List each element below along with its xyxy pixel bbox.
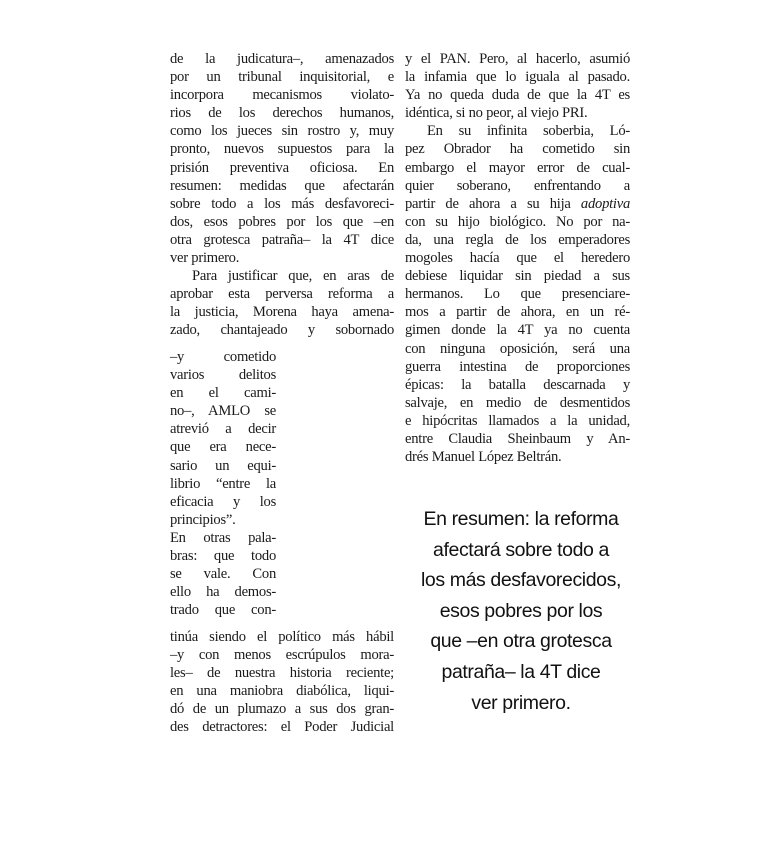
text-line: rios de los derechos humanos, [170, 105, 394, 122]
text-line: eficacia y los [170, 493, 276, 510]
text-line: Ya no queda duda de que la 4T es [405, 87, 630, 104]
pull-quote-line: afectará sobre todo a [433, 538, 609, 561]
text-line: guerra intestina de proporciones [405, 358, 630, 375]
article-column-left-bottom [170, 628, 394, 737]
text-line: se vale. Con [170, 566, 276, 583]
article-column-left-narrow [170, 348, 276, 619]
text-line: con ninguna oposición, será una [405, 340, 630, 357]
paragraph-continuation-right [405, 50, 630, 122]
text-line: sario un equi- [170, 457, 276, 474]
pull-quote-line: los más desfavorecidos, [421, 569, 621, 592]
text-line: zado, chantajeado y sobornado [170, 322, 394, 339]
text-line: aprobar esta perversa reforma a [170, 286, 394, 303]
text-line: des detractores: el Poder Judicial [170, 719, 394, 736]
text-line: pez Obrador ha cometido sin [405, 141, 630, 158]
text-line: dos, esos pobres por los que –en [170, 213, 394, 230]
text-line: que era nece- [170, 439, 276, 456]
text-line: entre Claudia Sheinbaum y An- [405, 430, 630, 447]
text-line: prisión preventiva oficiosa. En [170, 159, 394, 176]
pull-quote-line: esos pobres por los [439, 599, 603, 622]
text-line: no–, AMLO se [170, 403, 276, 420]
text-line: pronto, nuevos supuestos para la [170, 141, 394, 158]
text-line: librio “entre la [170, 475, 276, 492]
text-line: en el cami- [170, 385, 276, 402]
text-line: e hipócritas llamados a la unidad, [405, 412, 630, 429]
text-line: atrevió a decir [170, 421, 276, 438]
article-column-left-top [170, 50, 394, 340]
text-line: otra grotesca patraña– la 4T dice [170, 231, 394, 248]
text-line: drés Manuel López Beltrán. [405, 449, 562, 466]
text-line: bras: que todo [170, 548, 276, 565]
text-line: por un tribunal inquisitorial, e [170, 69, 394, 86]
pull-quote-line: ver primero. [471, 691, 571, 714]
text-line: dó de un plumazo a sus dos gran- [170, 701, 394, 718]
emphasis-adoptiva: adoptiva [580, 195, 630, 212]
text-line: varios delitos [170, 367, 276, 384]
text-line: como los jueces sin rostro y, muy [170, 123, 394, 140]
text-line: y el PAN. Pero, al hacerlo, asumió [405, 51, 630, 67]
text-line: –y con menos escrúpulos mora- [170, 647, 394, 664]
text-line: tinúa siendo el político más hábil [170, 629, 394, 645]
text-line: en una maniobra diabólica, liqui- [170, 683, 394, 700]
text-line: les– de nuestra historia reciente; [170, 665, 394, 682]
text-line: partir de ahora a su hija adoptiva [405, 195, 630, 212]
article-column-right [405, 50, 630, 466]
pull-quote-line: patraña– la 4T dice [441, 660, 601, 683]
text-line: debiese liquidar sin piedad a sus [405, 268, 630, 285]
text-line: hermanos. Lo que presenciare- [405, 286, 630, 303]
paragraph-soberbia [405, 122, 630, 466]
pull-quote-line: En resumen: la reforma [423, 508, 619, 530]
text-line: En otras pala- [170, 529, 276, 546]
text-line: mogoles hacía que el heredero [405, 250, 630, 267]
text-line: sobre todo a los más desfavoreci- [170, 195, 394, 212]
text-line: de la judicatura–, amenazados [170, 51, 394, 67]
text-line: Para justificar que, en aras de [192, 268, 394, 285]
text-line: resumen: medidas que afectarán [170, 177, 394, 194]
text-line: trado que con- [170, 602, 276, 619]
text-line: En su infinita soberbia, Ló- [427, 123, 630, 140]
text-line: ello ha demos- [170, 584, 276, 601]
text-line: mos a partir de ahora, en un ré- [405, 304, 630, 321]
text-line: con su hijo biológico. No por na- [405, 213, 630, 230]
paragraph-justificar [170, 267, 394, 339]
text-line: principios”. [170, 511, 236, 528]
text-line: incorpora mecanismos violato- [170, 87, 394, 104]
text-line: salvaje, en medio de desmentidos [405, 394, 630, 411]
text-line: la infamia que lo iguala al pasado. [405, 69, 630, 86]
pull-quote-line: que –en otra grotesca [430, 630, 612, 653]
text-line: da, una regla de los emperadores [405, 231, 630, 248]
text-line: la justicia, Morena haya amena- [170, 304, 394, 321]
text-line: idéntica, si no peor, al viejo PRI. [405, 105, 588, 122]
paragraph-continuation [170, 50, 394, 267]
text-line: embargo el mayor error de cual- [405, 159, 630, 176]
text-line: gimen donde la 4T ya no cuenta [405, 322, 630, 339]
text-line: ver primero. [170, 250, 240, 267]
text-line: quier soberano, enfrentando a [405, 177, 630, 194]
text-line: –y cometido [170, 349, 276, 365]
text-line: épicas: la batalla descarnada y [405, 376, 630, 393]
pull-quote [405, 504, 637, 718]
